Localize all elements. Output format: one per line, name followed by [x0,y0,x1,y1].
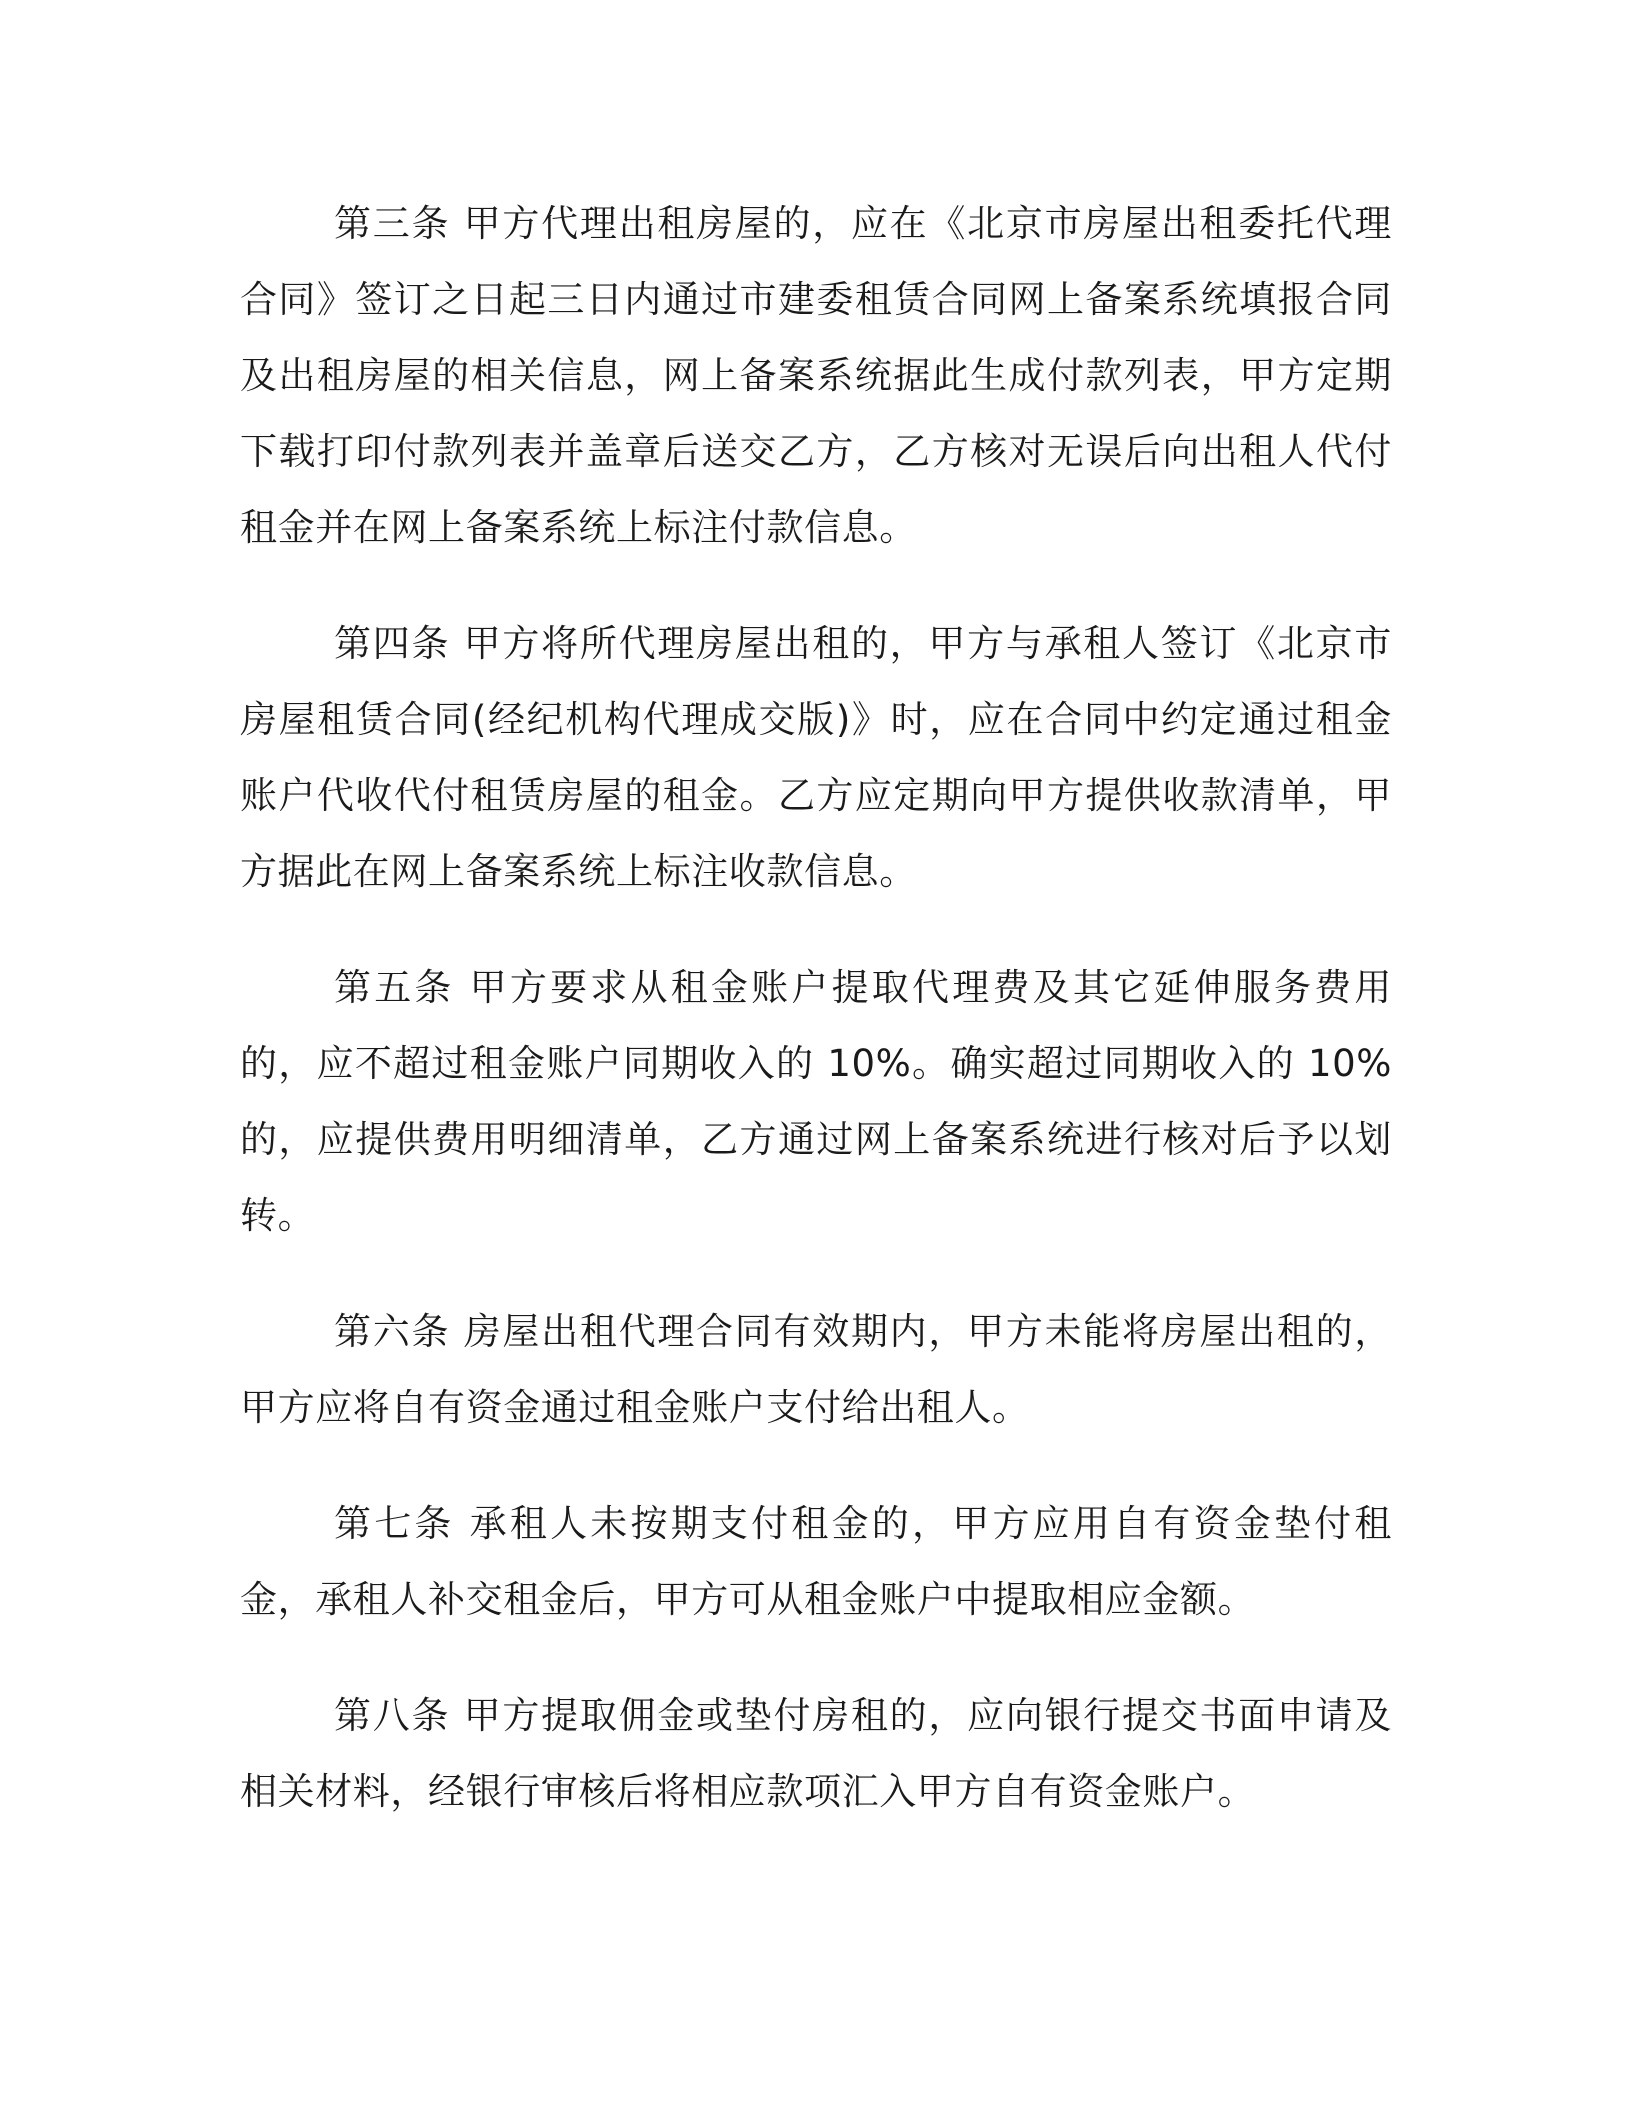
article-5 [240,950,1392,1254]
article-number: 第三条 [334,202,451,245]
article-text: 甲方将所代理房屋出租的，甲方与承租人签订《北京市房屋租赁合同(经纪机构代理成交版)》时，应在合同中约定通过租金账户代收代付租赁房屋的租金。乙方应定期向甲方提供收款清单，甲方据此在网上备案系统上标注收款信息。 [240,622,1392,893]
article-text: 承租人未按期支付租金的，甲方应用自有资金垫付租金，承租人补交租金后，甲方可从租金账户中提取相应金额。 [240,1502,1392,1621]
article-6 [240,1294,1392,1446]
article-3 [240,186,1392,566]
article-number: 第四条 [334,622,451,665]
article-text: 甲方要求从租金账户提取代理费及其它延伸服务费用的，应不超过租金账户同期收入的 10%。确实超过同期收入的 10%的，应提供费用明细清单，乙方通过网上备案系统进行核对后予以划转。 [240,966,1392,1237]
document-body [240,186,1392,1870]
article-4 [240,606,1392,910]
article-text: 甲方提取佣金或垫付房租的，应向银行提交书面申请及相关材料，经银行审核后将相应款项汇入甲方自有资金账户。 [240,1694,1392,1813]
article-8 [240,1678,1392,1830]
article-number: 第五条 [334,966,455,1009]
article-number: 第六条 [334,1310,451,1353]
article-text: 甲方代理出租房屋的，应在《北京市房屋出租委托代理合同》签订之日起三日内通过市建委租赁合同网上备案系统填报合同及出租房屋的相关信息，网上备案系统据此生成付款列表，甲方定期下载打印付款列表并盖章后送交乙方，乙方核对无误后向出租人代付租金并在网上备案系统上标注付款信息。 [240,202,1392,549]
article-text: 房屋出租代理合同有效期内，甲方未能将房屋出租的，甲方应将自有资金通过租金账户支付给出租人。 [240,1310,1392,1429]
article-number: 第七条 [334,1502,455,1545]
article-number: 第八条 [334,1694,451,1737]
article-7 [240,1486,1392,1638]
